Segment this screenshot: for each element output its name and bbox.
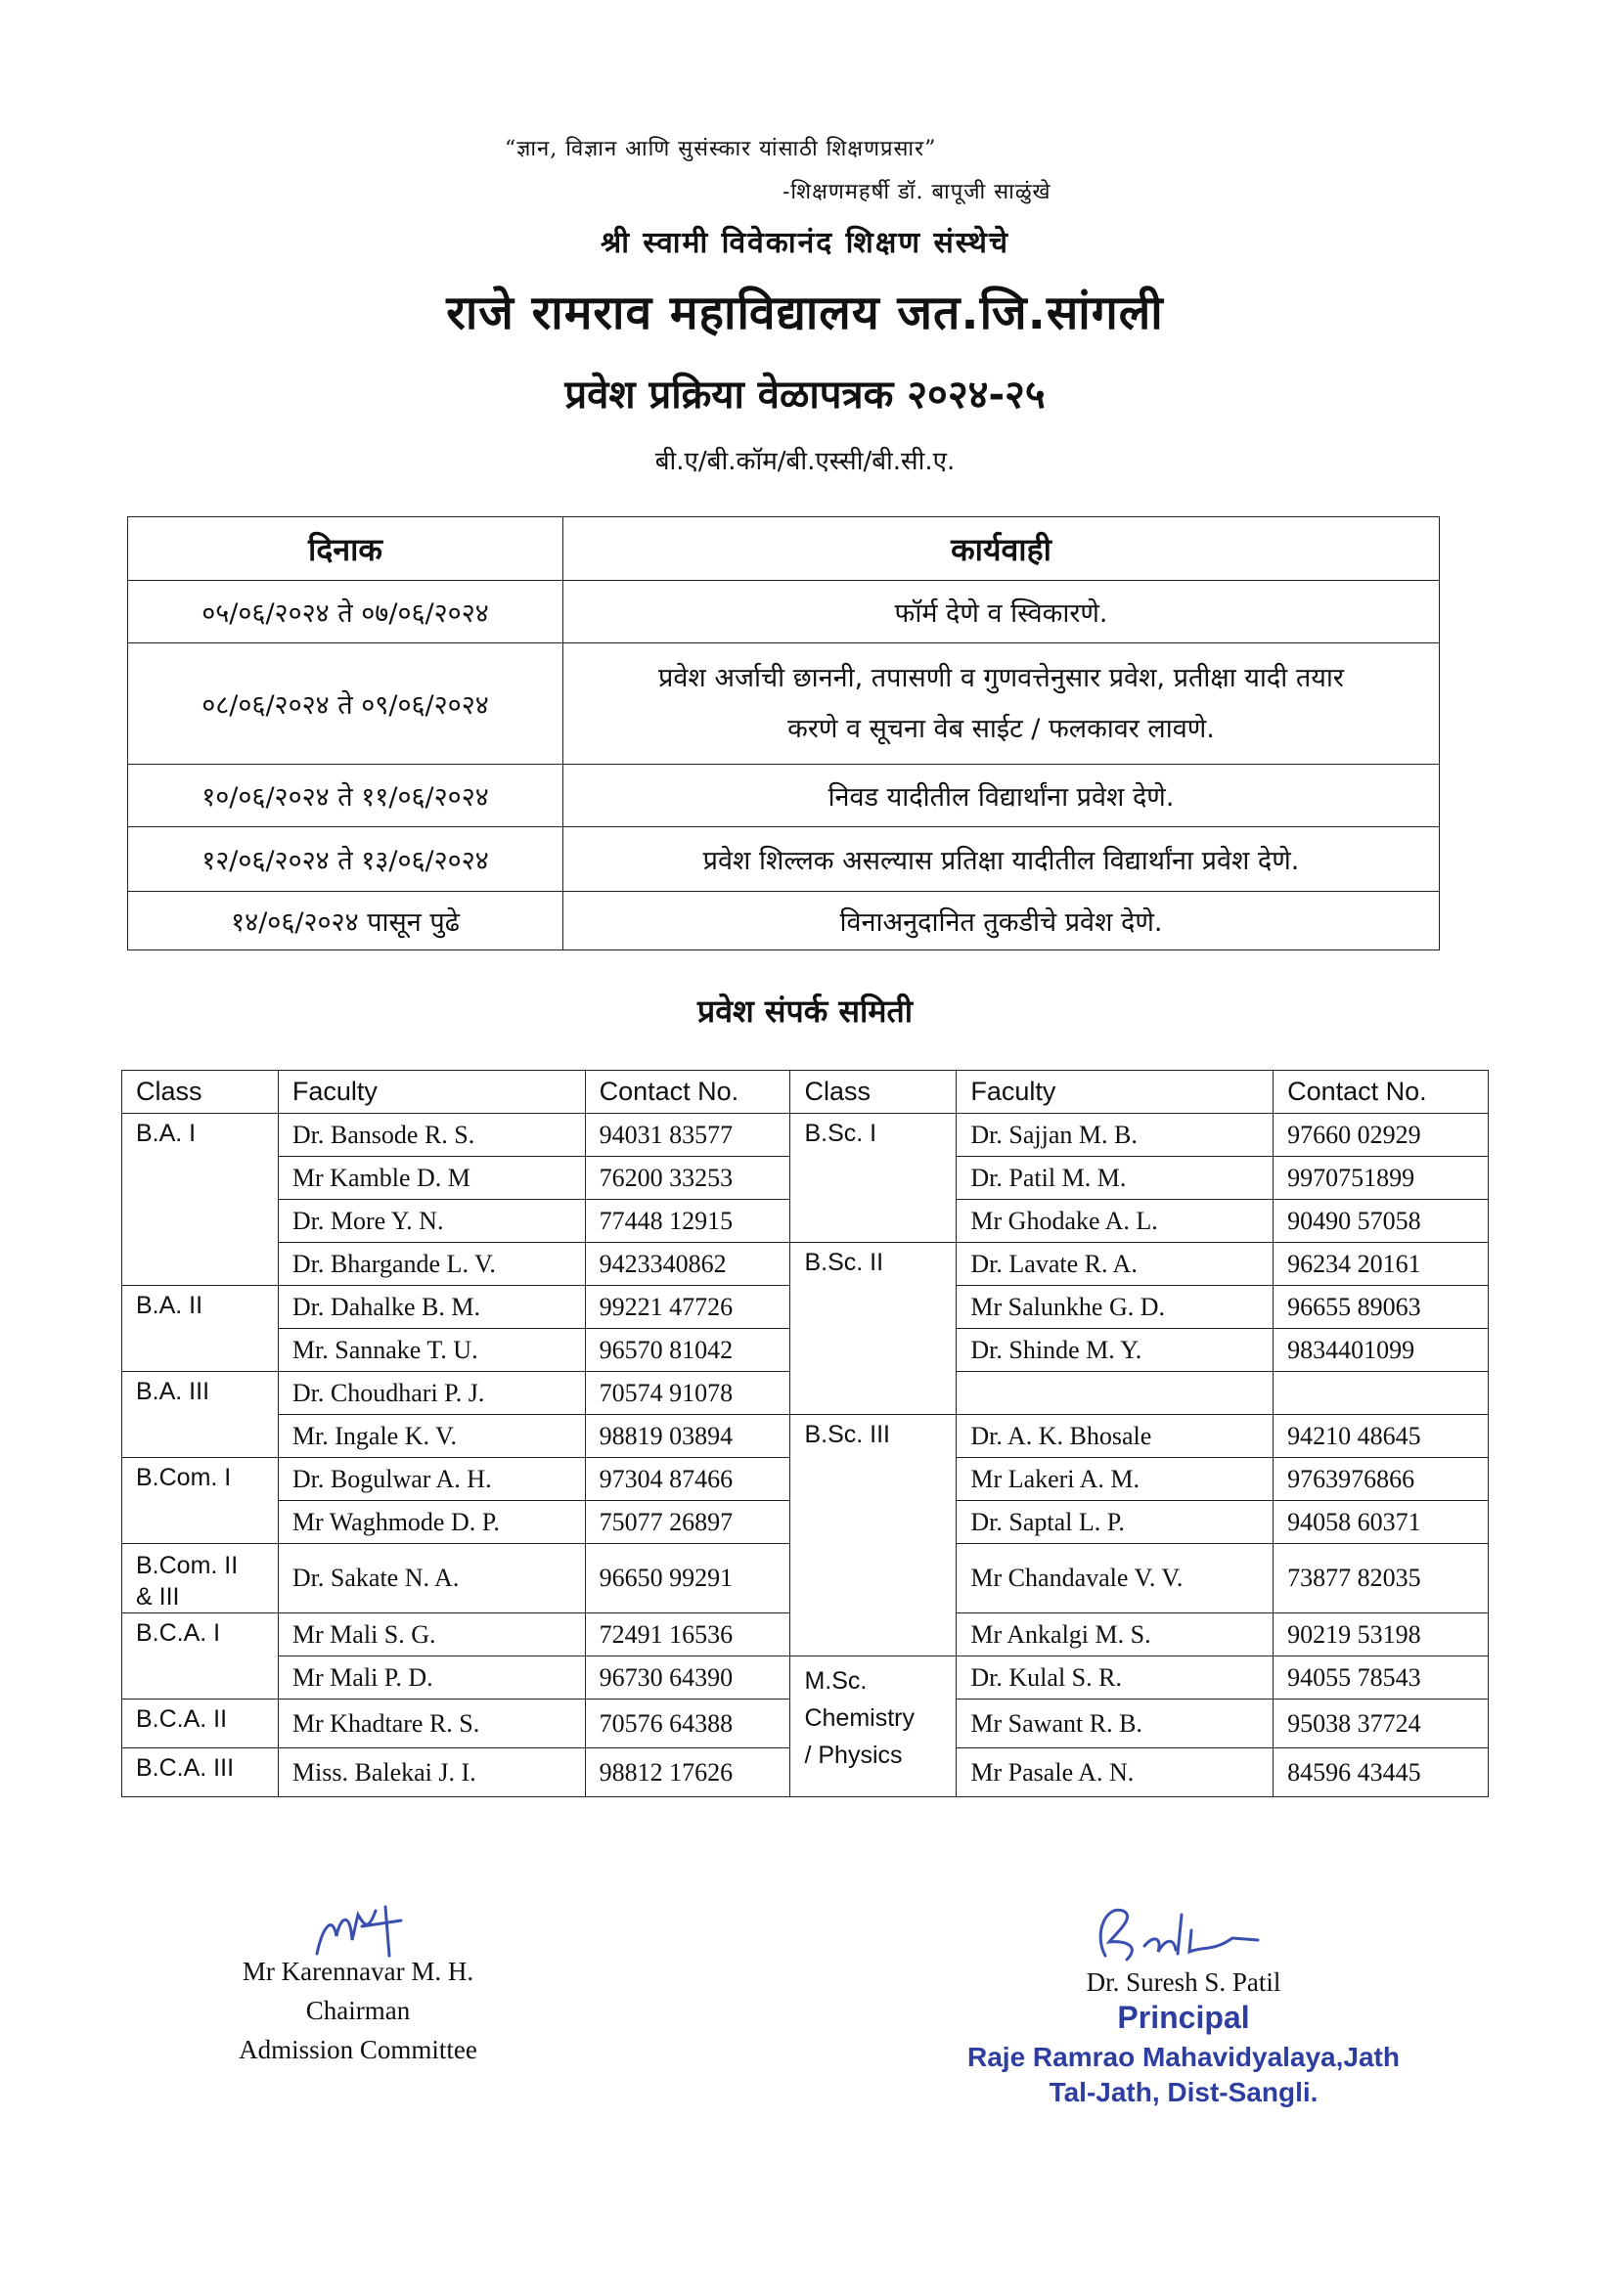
faculty-name: Dr. Sajjan M. B. — [957, 1114, 1274, 1157]
class-label: B.C.A. III — [122, 1748, 279, 1797]
faculty-name: Mr Khadtare R. S. — [278, 1700, 585, 1748]
faculty-name: Mr Salunkhe G. D. — [957, 1286, 1274, 1329]
contact-number: 76200 33253 — [585, 1157, 790, 1200]
empty-cell — [957, 1372, 1274, 1415]
schedule-title: प्रवेश प्रक्रिया वेळापत्रक २०२४-२५ — [564, 373, 1046, 418]
society-name: श्री स्वामी विवेकानंद शिक्षण संस्थेचे — [600, 226, 1010, 260]
committee-row — [122, 1415, 1489, 1458]
schedule-action — [563, 643, 1440, 765]
class-label-line: / Physics — [804, 1742, 903, 1769]
class-label: B.Sc. II — [790, 1243, 957, 1415]
contact-number: 9834401099 — [1274, 1329, 1489, 1372]
schedule-row — [128, 827, 1440, 892]
contact-number: 73877 82035 — [1274, 1544, 1489, 1613]
faculty-name: Dr. Dahalke B. M. — [278, 1286, 585, 1329]
class-label: B.A. II — [122, 1286, 279, 1372]
contact-number: 95038 37724 — [1274, 1700, 1489, 1748]
committee-row — [122, 1243, 1489, 1286]
faculty-name: Mr Kamble D. M — [278, 1157, 585, 1200]
committee-table — [121, 1070, 1489, 1797]
chairman-dept: Admission Committee — [239, 2035, 477, 2064]
contact-number: 96650 99291 — [585, 1544, 790, 1613]
faculty-name: Mr Mali P. D. — [278, 1656, 585, 1700]
contact-number: 96730 64390 — [585, 1656, 790, 1700]
chairman-role: Chairman — [305, 1996, 411, 2025]
contact-number: 9970751899 — [1274, 1157, 1489, 1200]
schedule-col-date: दिनाक — [128, 517, 563, 581]
courses-line: बी.ए/बी.कॉम/बी.एस्सी/बी.सी.ए. — [654, 447, 956, 476]
header-faculty: Faculty — [278, 1071, 585, 1114]
motto-author: -शिक्षणमहर्षी डॉ. बापूजी साळुंखे — [783, 180, 1051, 204]
contact-number: 9423340862 — [585, 1243, 790, 1286]
schedule-date: १४/०६/२०२४ पासून पुढे — [128, 892, 563, 950]
faculty-name: Dr. A. K. Bhosale — [957, 1415, 1274, 1458]
contact-number: 96655 89063 — [1274, 1286, 1489, 1329]
faculty-name: Dr. Lavate R. A. — [957, 1243, 1274, 1286]
contact-number: 94058 60371 — [1274, 1501, 1489, 1544]
faculty-name: Mr Chandavale V. V. — [957, 1544, 1274, 1613]
faculty-name: Dr. Choudhari P. J. — [278, 1372, 585, 1415]
faculty-name: Mr Mali S. G. — [278, 1613, 585, 1656]
header-contact: Contact No. — [585, 1071, 790, 1114]
schedule-action-line: प्रवेश अर्जाची छाननी, तपासणी व गुणवत्तेनुसार प्रवेश, प्रतीक्षा यादी तयार — [658, 662, 1344, 693]
contact-number: 77448 12915 — [585, 1200, 790, 1243]
schedule-row — [128, 765, 1440, 827]
faculty-name: Dr. More Y. N. — [278, 1200, 585, 1243]
faculty-name: Dr. Bhargande L. V. — [278, 1243, 585, 1286]
contact-number: 90219 53198 — [1274, 1613, 1489, 1656]
class-label: B.C.A. II — [122, 1700, 279, 1748]
principal-stamp-title: Principal — [1117, 2000, 1250, 2035]
contact-number: 75077 26897 — [585, 1501, 790, 1544]
class-label-line: M.Sc. — [804, 1667, 868, 1695]
contact-number: 70574 91078 — [585, 1372, 790, 1415]
faculty-name: Mr. Sannake T. U. — [278, 1329, 585, 1372]
class-label: B.Com. I — [122, 1458, 279, 1544]
class-label: B.Sc. I — [790, 1114, 957, 1243]
class-label — [790, 1656, 957, 1797]
faculty-name: Miss. Balekai J. I. — [278, 1748, 585, 1797]
faculty-name: Mr Ankalgi M. S. — [957, 1613, 1274, 1656]
schedule-action: प्रवेश शिल्लक असल्यास प्रतिक्षा यादीतील विद्यार्थांना प्रवेश देणे. — [563, 827, 1440, 892]
contact-number: 98819 03894 — [585, 1415, 790, 1458]
schedule-header-row — [128, 517, 1440, 581]
class-label: B.A. III — [122, 1372, 279, 1458]
contact-number: 84596 43445 — [1274, 1748, 1489, 1797]
class-label — [122, 1544, 279, 1613]
contact-number: 97304 87466 — [585, 1458, 790, 1501]
header-faculty: Faculty — [957, 1071, 1274, 1114]
schedule-row — [128, 581, 1440, 643]
schedule-action: विनाअनुदानित तुकडीचे प्रवेश देणे. — [563, 892, 1440, 950]
empty-cell — [1274, 1372, 1489, 1415]
schedule-action-line: करणे व सूचना वेब साईट / फलकावर लावणे. — [787, 713, 1215, 744]
faculty-name: Mr Lakeri A. M. — [957, 1458, 1274, 1501]
schedule-date: ०५/०६/२०२४ ते ०७/०६/२०२४ — [128, 581, 563, 643]
principal-signature-block — [939, 1967, 1428, 2108]
committee-title: प्रवेश संपर्क समिती — [696, 993, 913, 1030]
class-label-line: Chemistry — [804, 1704, 915, 1732]
contact-number: 72491 16536 — [585, 1613, 790, 1656]
faculty-name: Dr. Bogulwar A. H. — [278, 1458, 585, 1501]
college-name: राजे रामराव महाविद्यालय जत.जि.सांगली — [446, 286, 1164, 340]
faculty-name: Dr. Patil M. M. — [957, 1157, 1274, 1200]
committee-row — [122, 1656, 1489, 1700]
class-label-line: & III — [136, 1583, 180, 1611]
schedule-date: ०८/०६/२०२४ ते ०९/०६/२०२४ — [128, 643, 563, 765]
contact-number: 96570 81042 — [585, 1329, 790, 1372]
schedule-table — [127, 516, 1440, 950]
schedule-row — [128, 643, 1440, 765]
contact-number: 90490 57058 — [1274, 1200, 1489, 1243]
committee-row — [122, 1114, 1489, 1157]
header-class: Class — [122, 1071, 279, 1114]
faculty-name: Dr. Kulal S. R. — [957, 1656, 1274, 1700]
faculty-name: Dr. Bansode R. S. — [278, 1114, 585, 1157]
committee-header-row — [122, 1071, 1489, 1114]
faculty-name: Mr. Ingale K. V. — [278, 1415, 585, 1458]
faculty-name: Mr Ghodake A. L. — [957, 1200, 1274, 1243]
faculty-name: Dr. Sakate N. A. — [278, 1544, 585, 1613]
schedule-date: १०/०६/२०२४ ते ११/०६/२०२४ — [128, 765, 563, 827]
faculty-name: Mr Pasale A. N. — [957, 1748, 1274, 1797]
class-label: B.Sc. III — [790, 1415, 957, 1656]
header-contact: Contact No. — [1274, 1071, 1489, 1114]
schedule-col-action: कार्यवाही — [563, 517, 1440, 581]
contact-number: 9763976866 — [1274, 1458, 1489, 1501]
principal-stamp-college: Raje Ramrao Mahavidyalaya,Jath — [967, 2042, 1400, 2072]
header-class: Class — [790, 1071, 957, 1114]
contact-number: 70576 64388 — [585, 1700, 790, 1748]
schedule-action: फॉर्म देणे व स्विकारणे. — [563, 581, 1440, 643]
faculty-name: Dr. Saptal L. P. — [957, 1501, 1274, 1544]
faculty-name: Dr. Shinde M. Y. — [957, 1329, 1274, 1372]
faculty-name: Mr Sawant R. B. — [957, 1700, 1274, 1748]
principal-stamp-address: Tal-Jath, Dist-Sangli. — [1049, 2077, 1319, 2107]
contact-number: 96234 20161 — [1274, 1243, 1489, 1286]
chairman-signature-block — [192, 1952, 524, 2069]
schedule-date: १२/०६/२०२४ ते १३/०६/२०२४ — [128, 827, 563, 892]
motto-text: “ज्ञान, विज्ञान आणि सुसंस्कार यांसाठी शिक्षणप्रसार” — [505, 137, 937, 161]
schedule-action: निवड यादीतील विद्यार्थांना प्रवेश देणे. — [563, 765, 1440, 827]
contact-number: 98812 17626 — [585, 1748, 790, 1797]
contact-number: 99221 47726 — [585, 1286, 790, 1329]
contact-number: 94031 83577 — [585, 1114, 790, 1157]
class-label: B.A. I — [122, 1114, 279, 1286]
principal-name: Dr. Suresh S. Patil — [1086, 1967, 1281, 1997]
class-label-line: B.Com. II — [136, 1552, 239, 1579]
contact-number: 97660 02929 — [1274, 1114, 1489, 1157]
schedule-row — [128, 892, 1440, 950]
chairman-name: Mr Karennavar M. H. — [242, 1957, 474, 1986]
contact-number: 94055 78543 — [1274, 1656, 1489, 1700]
faculty-name: Mr Waghmode D. P. — [278, 1501, 585, 1544]
contact-number: 94210 48645 — [1274, 1415, 1489, 1458]
class-label: B.C.A. I — [122, 1613, 279, 1700]
